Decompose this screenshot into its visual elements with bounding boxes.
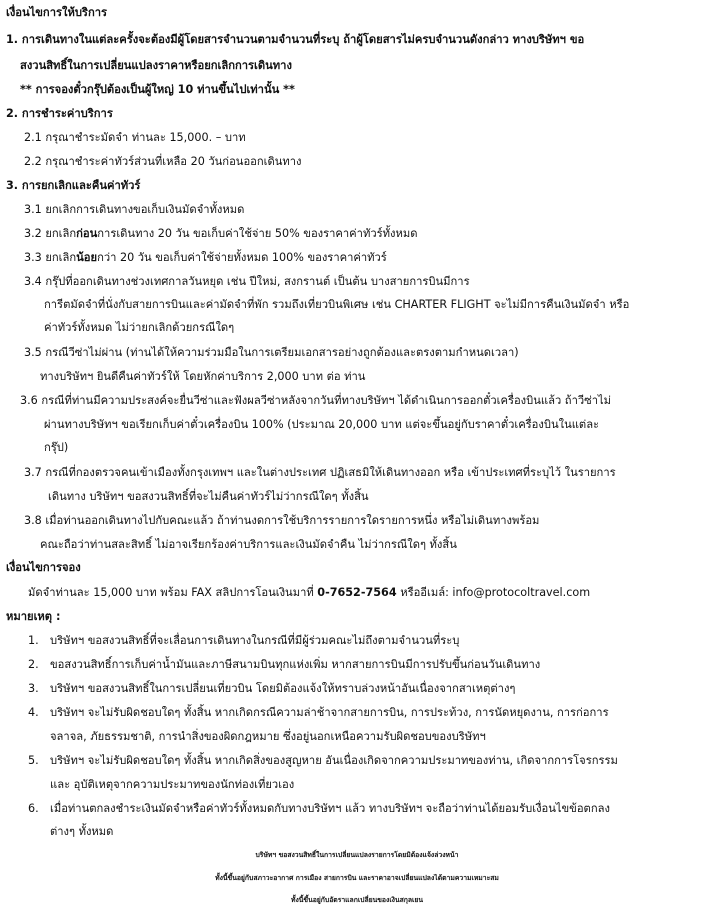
note-number: 4. bbox=[28, 706, 39, 719]
cancellation-3-3 bbox=[24, 250, 387, 265]
condition-1-line-1: 1. การเดินทางในแต่ละครั้งจะต้องมีผู้โดยสารจำนวนตามจำนวนที่ระบุ ถ้าผู้โดยสารไม่ครบจำนวนดังกล่าว ทางบริษัทฯ ขอ bbox=[6, 33, 585, 46]
note-number: 3. bbox=[28, 682, 39, 695]
cancellation-3-4-line-1: 3.4 กรุ๊ปที่ออกเดินทางช่วงเทศกาลวันหยุด เช่น ปีใหม่, สงกรานต์ เป็นต้น บางสายการบินมีการ bbox=[24, 275, 470, 288]
note-text: บริษัทฯ ขอสงวนสิทธิ์ในการเปลี่ยนเที่ยวบิน โดยมิต้องแจ้งให้ทราบล่วงหน้าอันเนื่องจากสาเหตุต่างๆ bbox=[50, 682, 516, 695]
cancellation-3-5-line-1: 3.5 กรณีวีซ่าไม่ผ่าน (ท่านได้ให้ความร่วมมือในการเตรียมเอกสารอย่างถูกต้องและตรงตามกำหนดเวลา) bbox=[24, 346, 519, 359]
payment-2-1: 2.1 กรุณาชำระมัดจำ ท่านละ 15,000. – บาท bbox=[24, 131, 246, 144]
note-text: เมื่อท่านตกลงชำระเงินมัดจำหรือค่าทัวร์ทั้งหมดกับทางบริษัทฯ แล้ว ทางบริษัทฯ จะถือว่าท่านได้ยอมรับเงื่อนไขข้อตกลง bbox=[50, 802, 610, 815]
note-6-line-2: ต่างๆ ทั้งหมด bbox=[50, 825, 114, 838]
contact-email: info@protocoltravel.com bbox=[452, 586, 591, 599]
note-text: บริษัทฯ จะไม่รับผิดชอบใดๆ ทั้งสิ้น หากเกิดสิ่งของสูญหาย อันเนื่องเกิดจากความประมาทของท่าน, เกิดจากการโจรกรรม bbox=[50, 754, 618, 767]
cancellation-3-6-line-1: 3.6 กรณีที่ท่านมีความประสงค์จะยื่นวีซ่าและฟังผลวีซ่าหลังจากวันที่ทางบริษัทฯ ได้ดำเนินการออกตั๋วเครื่องบินแล้ว ถ้าวีซ่าไม่ bbox=[20, 394, 612, 407]
cancellation-3-1: 3.1 ยกเลิกการเดินทางขอเก็บเงินมัดจำทั้งหมด bbox=[24, 203, 245, 216]
booking-deposit-text: มัดจำท่านละ 15,000 บาท พร้อม FAX สลิปการโอนเงินมาที่ bbox=[28, 586, 318, 599]
note-6-line-1 bbox=[28, 801, 610, 816]
cancellation-3-3-prefix: 3.3 ยกเลิก bbox=[24, 251, 77, 264]
cancellation-title: 3. การยกเลิกและคืนค่าทัวร์ bbox=[6, 179, 141, 192]
note-1 bbox=[28, 633, 459, 648]
cancellation-3-2-rest: การเดินทาง 20 วัน ขอเก็บค่าใช้จ่าย 50% ของราคาค่าทัวร์ทั้งหมด bbox=[97, 227, 418, 240]
condition-1-line-2: สงวนสิทธิ์ในการเปลี่ยนแปลงราคาหรือยกเลิกการเดินทาง bbox=[20, 59, 292, 72]
cancellation-3-6-line-2: ผ่านทางบริษัทฯ ขอเรียกเก็บค่าตั๋วเครื่องบิน 100% (ประมาณ 20,000 บาท แต่จะขึ้นอยู่กับราคาตั๋วเครื่องบินในแต่ละ bbox=[44, 418, 600, 431]
note-number: 2. bbox=[28, 658, 39, 671]
cancellation-3-4-line-3: ค่าทัวร์ทั้งหมด ไม่ว่ายกเลิกด้วยกรณีใดๆ bbox=[44, 321, 235, 334]
note-5-line-2: และ อุบัติเหตุจากความประมาทของนักท่องเที่ยวเอง bbox=[50, 778, 295, 791]
note-text: ขอสงวนสิทธิ์การเก็บค่าน้ำมันและภาษีสนามบินทุกแห่งเพิ่ม หากสายการบินมีการปรับขึ้นก่อนวันเดินทาง bbox=[50, 658, 541, 671]
cancellation-3-2-prefix: 3.2 ยกเลิก bbox=[24, 227, 77, 240]
note-number: 1. bbox=[28, 634, 39, 647]
group-booking-note: ** การจองตั๋วกรุ๊ปต้องเป็นผู้ใหญ่ 10 ท่านขึ้นไปเท่านั้น ** bbox=[20, 83, 295, 96]
note-number: 6. bbox=[28, 802, 39, 815]
cancellation-3-7-line-1: 3.7 กรณีที่กองตรวจคนเข้าเมืองทั้งกรุงเทพฯ และในต่างประเทศ ปฏิเสธมิให้เดินทางออก หรือ เข้าประเทศที่ระบุไว้ ในรายการ bbox=[24, 466, 616, 479]
booking-email-label: หรืออีเมล์: bbox=[396, 586, 453, 599]
payment-title: 2. การชำระค่าบริการ bbox=[6, 107, 113, 120]
note-3 bbox=[28, 681, 515, 696]
fax-number: 0-7652-7564 bbox=[317, 586, 397, 599]
cancellation-3-5-line-2: ทางบริษัทฯ ยินดีคืนค่าทัวร์ให้ โดยหักค่าบริการ 2,000 บาท ต่อ ท่าน bbox=[40, 370, 366, 383]
cancellation-3-8-line-2: คณะถือว่าท่านสละสิทธิ์ ไม่อาจเรียกร้องค่าบริการและเงินมัดจำคืน ไม่ว่ากรณีใดๆ ทั้งสิ้น bbox=[40, 538, 457, 551]
notes-title: หมายเหตุ : bbox=[6, 610, 61, 623]
note-2 bbox=[28, 657, 540, 672]
cancellation-3-7-line-2: เดินทาง บริษัทฯ ขอสงวนสิทธิ์ที่จะไม่คืนค่าทัวร์ไม่ว่ากรณีใดๆ ทั้งสิ้น bbox=[48, 490, 369, 503]
note-number: 5. bbox=[28, 754, 39, 767]
service-conditions-title: เงื่อนไขการให้บริการ bbox=[6, 6, 108, 19]
cancellation-3-4-line-2: การีตมัดจำที่นั่งกับสายการบินและค่ามัดจำที่พัก รวมถึงเที่ยวบินพิเศษ เช่น CHARTER FLIGHT จะไม่มีการคืนเงินมัดจำ หรือ bbox=[44, 298, 630, 311]
cancellation-3-8-line-1: 3.8 เมื่อท่านออกเดินทางไปกับคณะแล้ว ถ้าท่านงดการใช้บริการรายการใดรายการหนึ่ง หรือไม่เดินทางพร้อม bbox=[24, 514, 540, 527]
note-4-line-1 bbox=[28, 705, 609, 720]
note-text: บริษัทฯ จะไม่รับผิดชอบใดๆ ทั้งสิ้น หากเกิดกรณีความล่าช้าจากสายการบิน, การประท้วง, การนัดหยุดงาน, การก่อการ bbox=[50, 706, 609, 719]
footer-line-3: ทั้งนี้ขึ้นอยู่กับอัตราแลกเปลี่ยนของเงินสกุลเยน bbox=[290, 896, 423, 904]
footer-line-1: บริษัทฯ ขอสงวนสิทธิ์ในการเปลี่ยนแปลงรายการโดยมิต้องแจ้งล่วงหน้า bbox=[255, 851, 459, 859]
cancellation-3-3-emphasis: น้อย bbox=[76, 251, 98, 264]
booking-conditions-title: เงื่อนไขการจอง bbox=[6, 561, 81, 574]
payment-2-2: 2.2 กรุณาชำระค่าทัวร์ส่วนที่เหลือ 20 วันก่อนออกเดินทาง bbox=[24, 155, 302, 168]
note-text: บริษัทฯ ขอสงวนสิทธิ์ที่จะเลื่อนการเดินทางในกรณีที่มีผู้ร่วมคณะไม่ถึงตามจำนวนที่ระบุ bbox=[50, 634, 460, 647]
note-5-line-1 bbox=[28, 753, 618, 768]
cancellation-3-6-line-3: กรุ๊ป) bbox=[44, 441, 69, 454]
note-4-line-2: จลาจล, ภัยธรรมชาติ, การนำสิ่งของผิดกฎหมาย ซึ่งอยู่นอกเหนือความรับผิดชอบของบริษัทฯ bbox=[50, 730, 486, 743]
cancellation-3-2-emphasis: ก่อน bbox=[76, 227, 98, 240]
cancellation-3-2 bbox=[24, 226, 417, 241]
footer-line-2: ทั้งนี้ขึ้นอยู่กับสภาวะอากาศ การเมือง สายการบิน และราคาอาจเปลี่ยนแปลงได้ตามความเหมาะสม bbox=[215, 874, 499, 882]
booking-deposit-line bbox=[28, 585, 590, 600]
cancellation-3-3-rest: กว่า 20 วัน ขอเก็บค่าใช้จ่ายทั้งหมด 100% ของราคาค่าทัวร์ bbox=[97, 251, 387, 264]
